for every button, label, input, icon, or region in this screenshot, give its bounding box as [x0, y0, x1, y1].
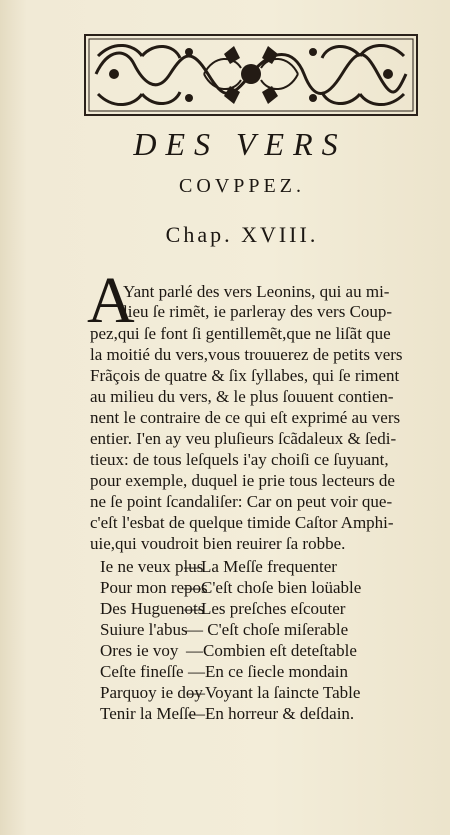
verse-left-half: Des Huguenots: [100, 599, 205, 618]
verse-right-half: — C'eſt choſe miſerable: [186, 620, 349, 639]
verse-right-half: —C'eſt choſe bien loüable: [184, 578, 362, 597]
prose-line: la moitié du vers,vous trouuerez de petits vers: [90, 345, 403, 364]
prose-line: uie,qui voudroit bien reuirer ſa robbe.: [90, 534, 346, 553]
verse-right-half: —Voyant la ſaincte Table: [188, 683, 361, 702]
verse-right-half: —Combien eſt deteſtable: [186, 641, 357, 660]
verse-left-half: Pour mon repos: [100, 578, 208, 597]
prose-line: tieux: de tous leſquels i'ay choiſi ce ſuyuant,: [90, 450, 389, 469]
chapter-heading: Chap. XVIII.: [165, 222, 319, 247]
drop-cap: A: [87, 264, 135, 337]
verse-right-half: —La Meſſe frequenter: [184, 557, 337, 576]
verse-left-half: Tenir la Meſſe: [100, 704, 197, 723]
prose-line: c'eſt l'esbat de quelque timide Caſtor Amphi-: [90, 513, 394, 532]
decorative-headpiece: [84, 34, 418, 116]
prose-line: au milieu du vers, & le plus ſouuent contien-: [90, 387, 394, 406]
prose-line: ne ſe point ſcandaliſer: Car on peut voir que-: [90, 492, 393, 511]
heading-line-2: COVPPEZ.: [179, 175, 305, 197]
verse-right-half: —En ce ſiecle mondain: [188, 662, 349, 681]
prose-line: entier. I'en ay veu pluſieurs ſcãdaleux & ſedi-: [90, 429, 397, 448]
prose-line: pour exemple, duquel ie prie tous lecteurs de: [90, 471, 395, 490]
prose-line: Yant parlé des vers Leonins, qui au mi-: [123, 282, 390, 301]
verse-left-half: Ceſte fineſſe: [100, 662, 184, 681]
verse-left-half: Parquoy ie doy: [100, 683, 203, 702]
prose-line: nent le contraire de ce qui eſt exprimé au vers: [90, 408, 401, 427]
prose-line: lieu ſe rimẽt, ie parleray des vers Coup-: [123, 302, 393, 321]
prose-line: Frãçois de quatre & ſix ſyllabes, qui ſe riment: [90, 366, 400, 385]
verse-left-half: Ores ie voy: [100, 641, 179, 660]
verse-right-half: —Les preſches eſcouter: [184, 599, 346, 618]
verse-left-half: Suiure l'abus: [100, 620, 188, 639]
prose-line: pez,qui ſe font ſi gentillemẽt,que ne liſãt que: [90, 324, 391, 343]
heading-line-1: DES VERS: [133, 126, 347, 162]
verse-left-half: Ie ne veux plus: [100, 557, 204, 576]
verse-right-half: —En horreur & deſdain.: [188, 704, 355, 723]
